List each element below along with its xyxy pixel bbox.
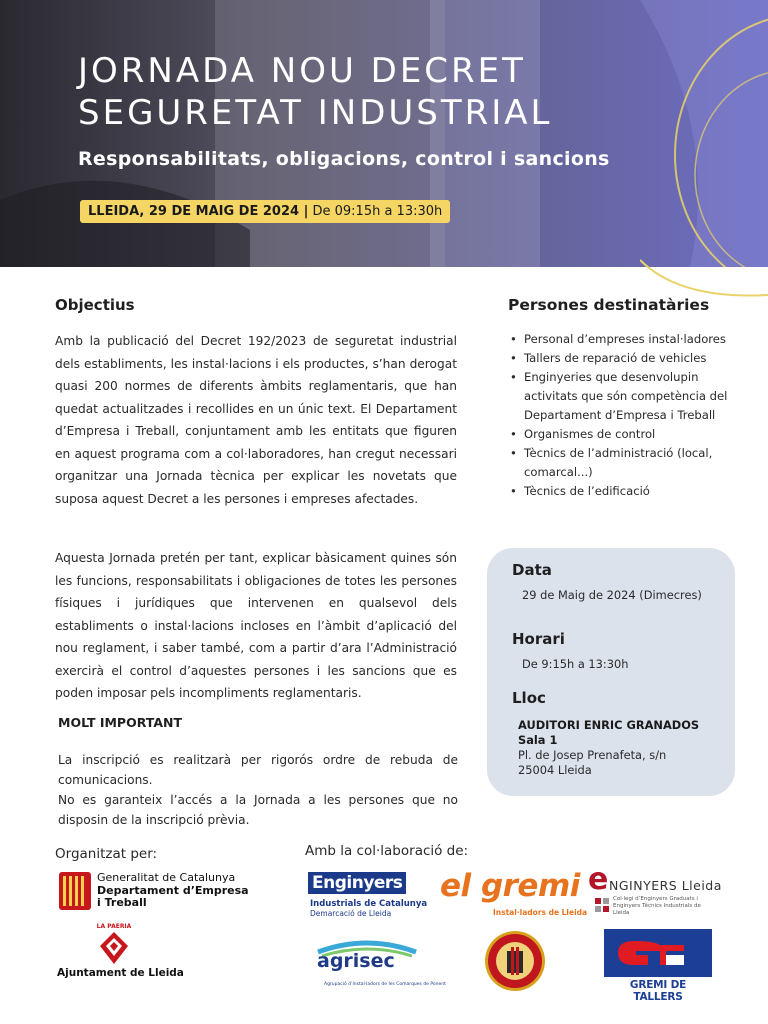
gremi-tallers-text: GREMI DE TALLERS [629,979,687,1003]
destinataries-heading: Persones destinatàries [508,296,710,314]
collaboracio-heading: Amb la col·laboració de: [305,843,469,859]
generalitat-line3: i Treball [97,896,147,909]
enginyers-logo-text: Enginyers [308,872,406,894]
agrisec-logo-text: agrisec [317,950,395,972]
englleida-sub: Col·legi d’Enginyers Graduats i Enginyers Tècnics Industrials de Lleida [613,896,701,916]
objectius-heading: Objectius [55,296,135,314]
event-title-line2: SEGURETAT INDUSTRIAL [78,93,553,133]
paeria-top-text: LA PAERIA [96,923,132,930]
enginyers-sub1: Industrials de Catalunya [310,899,428,909]
objectius-paragraph-1: Amb la publicació del Decret 192/2023 de seguretat industrial dels establiments, les instal·lacions i els productes, s’han derogat quasi 200 normes de diferents àmbits reglamentaris, que han quedat actualitzades i recollides en un únic text. El Departament d’Empresa i Treball, conjuntament amb les entitats que figuren en aquest programa com a col·laboradores, han cregut necessari organitzar una Jornada tècnica per explicar les novetats que suposa aquest Decret a les persones i empreses afectades. [55,334,457,506]
ajuntament-lleida-text: Ajuntament de Lleida [57,967,184,979]
gremi-tallers-logo-icon [604,929,712,977]
englleida-e: e [588,862,609,897]
gremi-logo-text: el gremi [440,868,580,904]
horari-value: De 9:15h a 13:30h [522,657,629,671]
horari-label: Horari [512,630,565,648]
generalitat-line1: Generalitat de Catalunya [97,871,236,884]
data-label: Data [512,561,552,579]
generalitat-line2: Departament d’Empresa [97,883,249,897]
event-title-line1: JORNADA NOU DECRET [78,51,526,91]
venue-room: Sala 1 [518,733,558,747]
event-date-badge [80,200,450,223]
list-item: • Organismes de control [510,425,732,444]
englleida-text: NGINYERS Lleida [609,878,722,893]
venue-city: 25004 Lleida [518,763,592,777]
important-text [58,750,458,830]
important-line-1: La inscripció es realitzarà per rigorós ordre de rebuda de comunicacions. [58,753,458,787]
gremi-sub: Instal·ladors de Lleida [493,908,588,917]
lloc-details [518,718,699,778]
venue-address: Pl. de Josep Prenafeta, s/n [518,748,667,762]
objectius-paragraph-2: Aquesta Jornada pretén per tant, explicar bàsicament quines són les funcions, responsabilitats i obligaciones de totes les persones físiques i jurídiques que intervenen en qualsevol dels establiments o instal·lacions incloses en l’àmbit d’aplicació del nou reglament, i saber també, com a partir d’ara l’Administració exercirà el control d’aquestes persones i les sancions que es poden imposar pels incompliments reglamentaris. [55,551,457,700]
event-time: De 09:15h a 13:30h [312,204,443,219]
list-item: • Tècnics de l’administració (local, comarcal...) [510,444,732,482]
event-title [78,50,698,134]
agrisec-sub: Agrupació d’Instal·ladors de les Comarques de Ponent [324,982,446,987]
guild-seal-icon [483,929,547,993]
paeria-logo-icon [94,920,134,966]
important-line-2: No es garanteix l’accés a la Jornada a les persones que no disposin de la inscripció prèvia. [58,793,458,827]
list-item: • Enginyeries que desenvolupin activitats que són competència del Departament d’Empresa i Treball [510,368,732,425]
enginyers-sub2: Demarcació de Lleida [310,909,392,918]
list-item: • Personal d’empreses instal·ladores [510,330,732,349]
englleida-mark-icon [594,897,611,916]
destinataries-list [510,330,732,501]
data-value: 29 de Maig de 2024 (Dimecres) [522,588,702,602]
event-subtitle: Responsabilitats, obligacions, control i sancions [78,148,610,170]
list-item: • Tallers de reparació de vehicles [510,349,732,368]
important-heading: MOLT IMPORTANT [58,715,182,730]
decorative-ring [640,200,768,310]
generalitat-text [97,872,249,910]
organitzat-heading: Organitzat per: [55,846,158,862]
venue-name: AUDITORI ENRIC GRANADOS [518,718,700,732]
list-item: • Tècnics de l’edificació [510,482,732,501]
event-date: LLEIDA, 29 DE MAIG DE 2024 | [88,204,309,219]
lloc-label: Lloc [512,689,546,707]
